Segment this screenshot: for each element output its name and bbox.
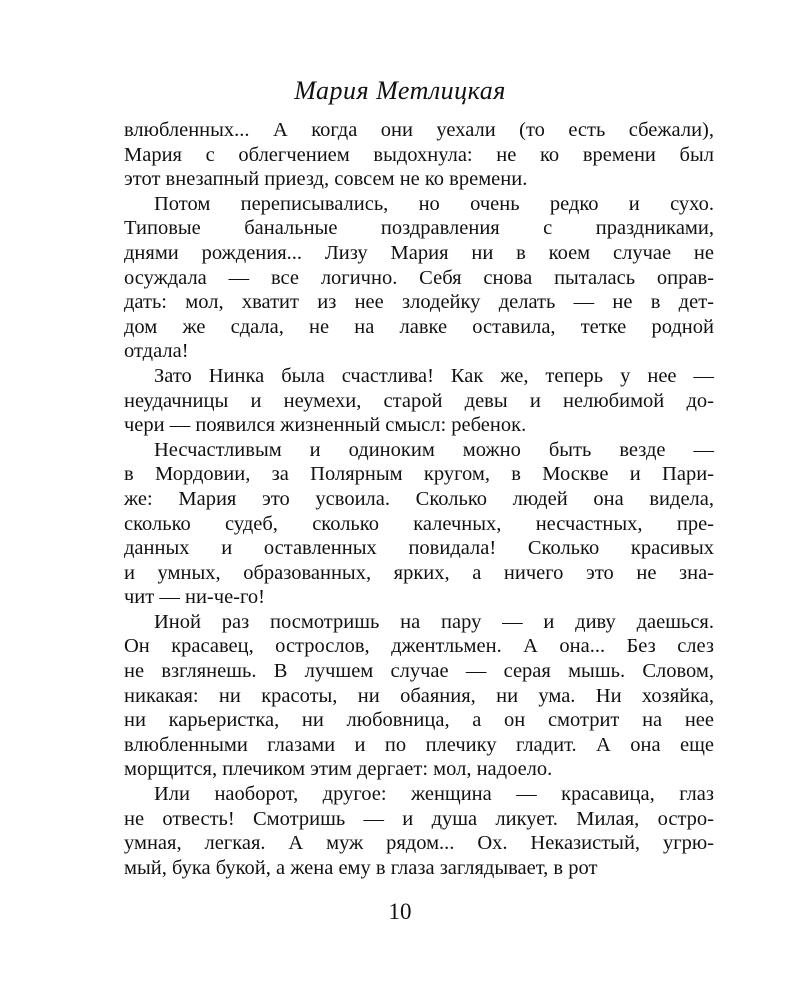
text-line: не отвесть! Смотришь — и душа ликует. Милая, остро- (124, 807, 714, 830)
paragraph (124, 192, 714, 364)
text-line: Он красавец, острослов, джентльмен. А она... Без слез (124, 635, 714, 658)
text-line: отдала! (124, 340, 189, 363)
text-line: влюбленными глазами и по плечику гладит. А она еще (124, 733, 714, 756)
paragraph (124, 438, 714, 610)
text-line: чит — ни-че-го! (124, 586, 265, 609)
paragraph (124, 364, 714, 438)
text-line: осуждала — все логично. Себя снова пыталась оправ- (124, 266, 714, 289)
text-line: Несчастливым и одиноким можно быть везде — (154, 438, 714, 461)
text-line: данных и оставленных повидала! Сколько красивых (124, 537, 714, 560)
text-line: же: Мария это усвоила. Сколько людей она видела, (124, 487, 714, 510)
paragraph (124, 782, 714, 880)
text-line: никакая: ни красоты, ни обаяния, ни ума. Ни хозяйка, (124, 684, 714, 707)
text-line: не взглянешь. В лучшем случае — серая мышь. Словом, (124, 660, 714, 683)
text-line: дом же сдала, не на лавке оставила, тетке родной (124, 315, 714, 338)
text-line: мый, бука букой, а жена ему в глаза заглядывает, в рот (124, 856, 598, 879)
text-line: влюбленных... А когда они уехали (то есть сбежали), (124, 119, 714, 141)
text-line: и умных, образованных, ярких, а ничего это не зна- (124, 561, 714, 584)
text-line: морщится, плечиком этим дергает: мол, надоело. (124, 758, 553, 781)
text-line: днями рождения... Лизу Мария ни в коем случае не (124, 241, 714, 264)
paragraph (124, 610, 714, 782)
running-head-author: Мария Метлицкая (294, 76, 506, 105)
text-line: чери — появился жизненный смысл: ребенок. (124, 414, 527, 437)
text-line: Мария с облегчением выдохнула: не ко времени был (124, 143, 714, 166)
text-line: Типовые банальные поздравления с праздниками, (124, 217, 714, 240)
text-line: Иной раз посмотришь на пару — и диву даешься. (154, 610, 714, 633)
text-line: дать: мол, хватит из нее злодейку делать — не в дет- (124, 291, 714, 314)
text-line: умная, легкая. А муж рядом... Ох. Неказистый, угрю- (124, 832, 714, 855)
text-line: неудачницы и неумехи, старой девы и нелюбимой до- (124, 389, 714, 412)
text-line: в Мордовии, за Полярным кругом, в Москве и Пари- (124, 463, 714, 486)
text-line: этот внезапный приезд, совсем не ко времени. (124, 168, 528, 191)
text-line: ни карьеристка, ни любовница, а он смотрит на нее (124, 709, 714, 732)
page-number: 10 (388, 899, 412, 924)
body-text (124, 118, 714, 880)
paragraph (124, 118, 714, 192)
text-line: Зато Нинка была счастлива! Как же, теперь у нее — (154, 364, 714, 387)
text-line: Или наоборот, другое: женщина — красавица, глаз (154, 783, 714, 806)
text-line: сколько судеб, сколько калечных, несчастных, пре- (124, 512, 714, 535)
text-line: Потом переписывались, но очень редко и сухо. (154, 192, 714, 215)
